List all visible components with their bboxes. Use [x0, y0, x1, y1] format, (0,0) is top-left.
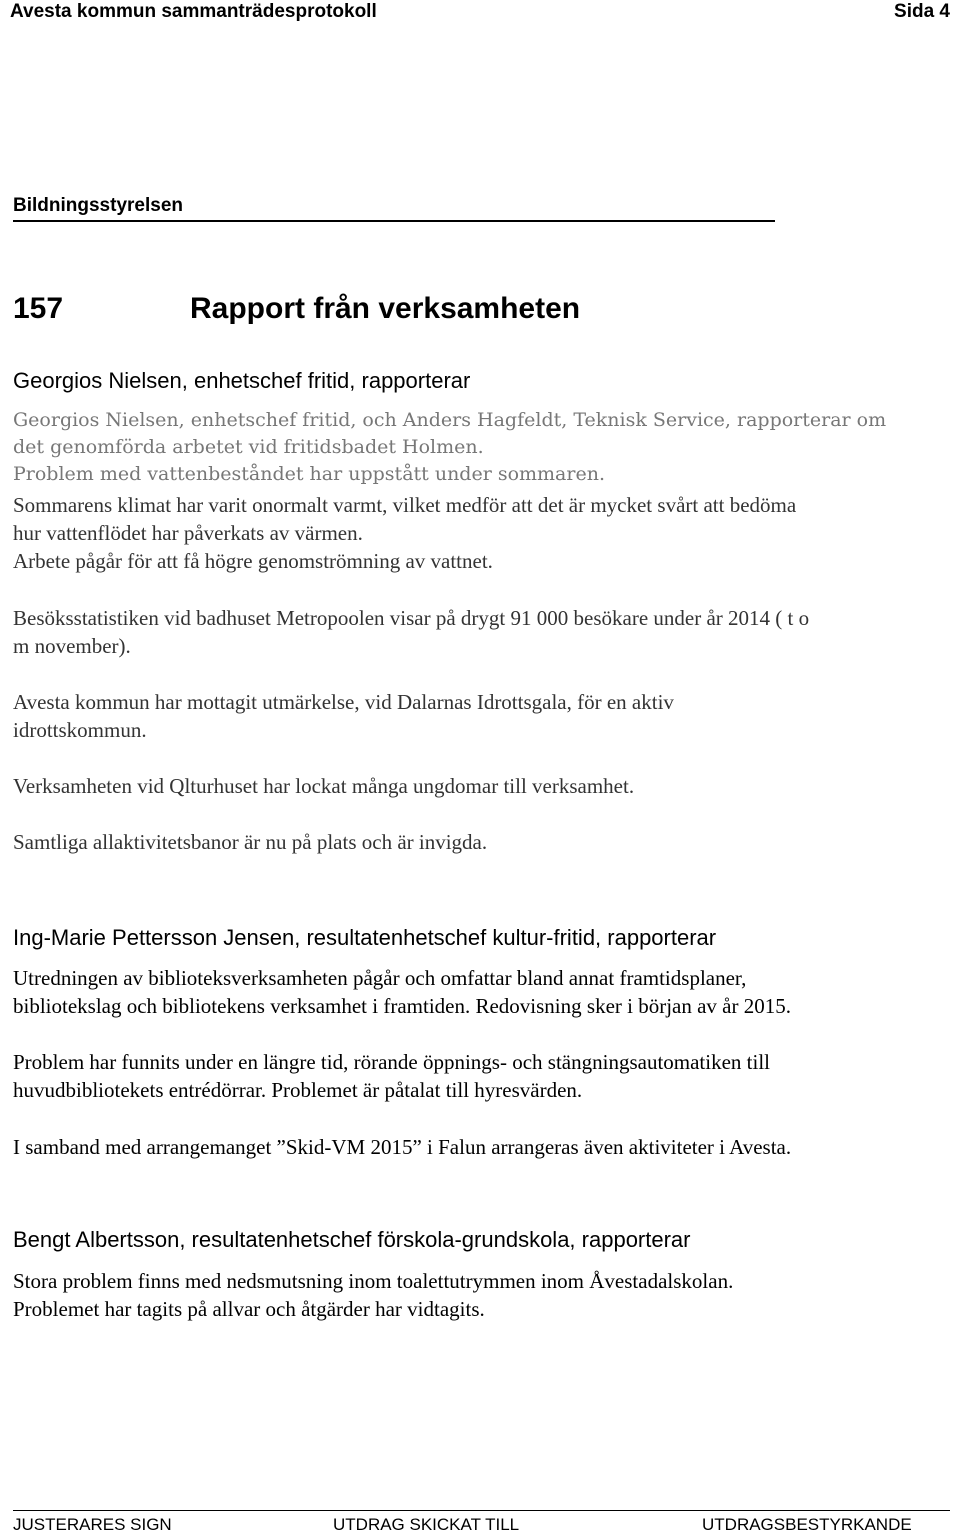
- paragraph-line: Sommarens klimat har varit onormalt varmt, vilket medför att det är mycket svårt att bedöma: [13, 493, 797, 517]
- report-paragraph-qlturhuset: [13, 772, 948, 800]
- paragraph-line: bibliotekslag och bibliotekens verksamhet i framtiden. Redovisning sker i början av år 2015.: [13, 994, 791, 1018]
- paragraph-line: Samtliga allaktivitetsbanor är nu på plats och är invigda.: [13, 830, 488, 854]
- paragraph-line: Utredningen av biblioteksverksamheten pågår och omfattar bland annat framtidsplaner,: [13, 966, 747, 990]
- footer-sent-to-label: UTDRAG SKICKAT TILL: [333, 1515, 520, 1534]
- paragraph-line: Problem har funnits under en längre tid, rörande öppnings- och stängningsautomatiken till: [13, 1050, 771, 1074]
- paragraph-line: hur vattenflödet har påverkats av värmen.: [13, 521, 363, 545]
- paragraph-line: Problemet har tagits på allvar och åtgärder har vidtagits.: [13, 1297, 485, 1321]
- paragraph-line: Besöksstatistiken vid badhuset Metropoolen visar på drygt 91 000 besökare under år 2014 ( t o: [13, 606, 810, 630]
- footer-divider: [13, 1510, 950, 1511]
- footer-certification-label: UTDRAGSBESTYRKANDE: [702, 1515, 912, 1534]
- paragraph-line: Avesta kommun har mottagit utmärkelse, vid Dalarnas Idrottsgala, för en aktiv: [13, 690, 674, 714]
- paragraph-line: Verksamheten vid Qlturhuset har lockat många ungdomar till verksamhet.: [13, 774, 635, 798]
- paragraph-line: det genomförda arbetet vid fritidsbadet Holmen.: [13, 436, 484, 458]
- report-paragraph-award: [13, 688, 948, 744]
- paragraph-line: idrottskommun.: [13, 718, 147, 742]
- paragraph-line: Problem med vattenbeståndet har uppstått under sommaren.: [13, 463, 605, 485]
- paragraph-line: huvudbibliotekets entrédörrar. Problemet är påtalat till hyresvärden.: [13, 1078, 583, 1102]
- report-paragraph-tracks: [13, 828, 948, 856]
- paragraph-line: Georgios Nielsen, enhetschef fritid, och Anders Hagfeldt, Teknisk Service, rapporterar om: [13, 409, 887, 431]
- page-number: Sida 4: [894, 1, 950, 22]
- report-heading-albertsson: Bengt Albertsson, resultatenhetschef förskola-grundskola, rapporterar: [13, 1227, 691, 1252]
- report-heading-pettersson-jensen: Ing-Marie Pettersson Jensen, resultatenhetschef kultur-fritid, rapporterar: [13, 925, 717, 950]
- board-underline: [13, 220, 775, 222]
- section-number: 157: [13, 292, 64, 325]
- report-heading-nielsen: Georgios Nielsen, enhetschef fritid, rapporterar: [13, 368, 471, 393]
- footer-signature-label: JUSTERARES SIGN: [13, 1515, 172, 1534]
- paragraph-line: I samband med arrangemanget ”Skid-VM 2015” i Falun arrangeras även aktiviteter i Avesta.: [13, 1135, 792, 1159]
- report-paragraph-toilets: [13, 1267, 948, 1323]
- report-paragraph-climate: [13, 491, 948, 575]
- section-title: Rapport från verksamheten: [190, 292, 581, 325]
- report-paragraph-library: [13, 964, 948, 1020]
- paragraph-line: Stora problem finns med nedsmutsning inom toalettutrymmen inom Åvestadalskolan.: [13, 1269, 734, 1293]
- report-paragraph-holmen: [13, 407, 948, 488]
- document-title: Avesta kommun sammanträdesprotokoll: [10, 1, 377, 22]
- report-paragraph-doors: [13, 1048, 948, 1104]
- report-paragraph-visitors: [13, 604, 948, 660]
- paragraph-line: Arbete pågår för att få högre genomströmning av vattnet.: [13, 549, 493, 573]
- board-name: Bildningsstyrelsen: [13, 195, 183, 216]
- paragraph-line: m november).: [13, 634, 131, 658]
- report-paragraph-skid-vm: [13, 1133, 948, 1161]
